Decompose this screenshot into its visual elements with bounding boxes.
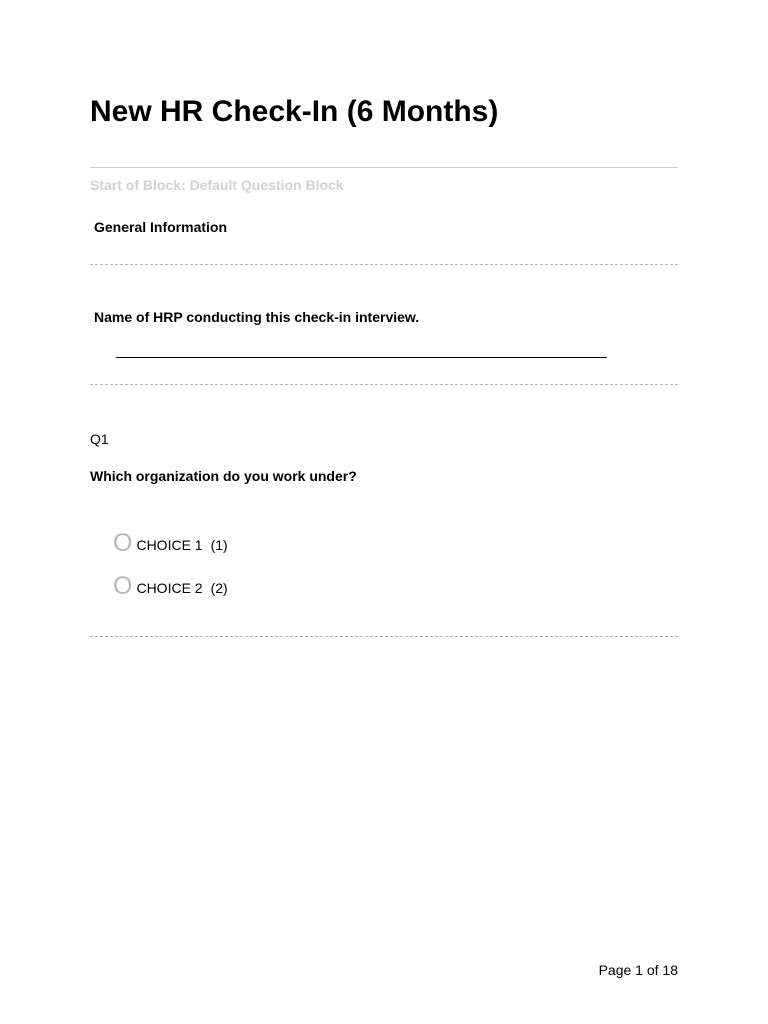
- question-separator: [90, 264, 678, 265]
- question-number: Q1: [90, 431, 109, 447]
- hrp-question-text: Name of HRP conducting this check-in interview.: [94, 309, 420, 325]
- page-title: New HR Check-In (6 Months): [90, 95, 499, 128]
- choice-option-2[interactable]: [113, 572, 228, 600]
- page-number: Page 1 of 18: [598, 962, 678, 978]
- q1-question-text: Which organization do you work under?: [90, 468, 357, 484]
- radio-circle-icon[interactable]: O: [113, 572, 133, 600]
- question-separator: [90, 384, 678, 385]
- hrp-answer-line[interactable]: [116, 357, 607, 358]
- question-separator: [90, 636, 678, 637]
- choice-label: CHOICE 1: [136, 537, 203, 553]
- choice-option-1[interactable]: [113, 529, 228, 557]
- choice-code: (2): [210, 580, 228, 596]
- general-information-heading: General Information: [94, 219, 228, 235]
- radio-circle-icon[interactable]: O: [113, 529, 133, 557]
- choice-label: CHOICE 2: [136, 580, 203, 596]
- block-start-label: Start of Block: Default Question Block: [90, 177, 344, 193]
- title-divider: [90, 167, 678, 168]
- choice-code: (1): [210, 537, 228, 553]
